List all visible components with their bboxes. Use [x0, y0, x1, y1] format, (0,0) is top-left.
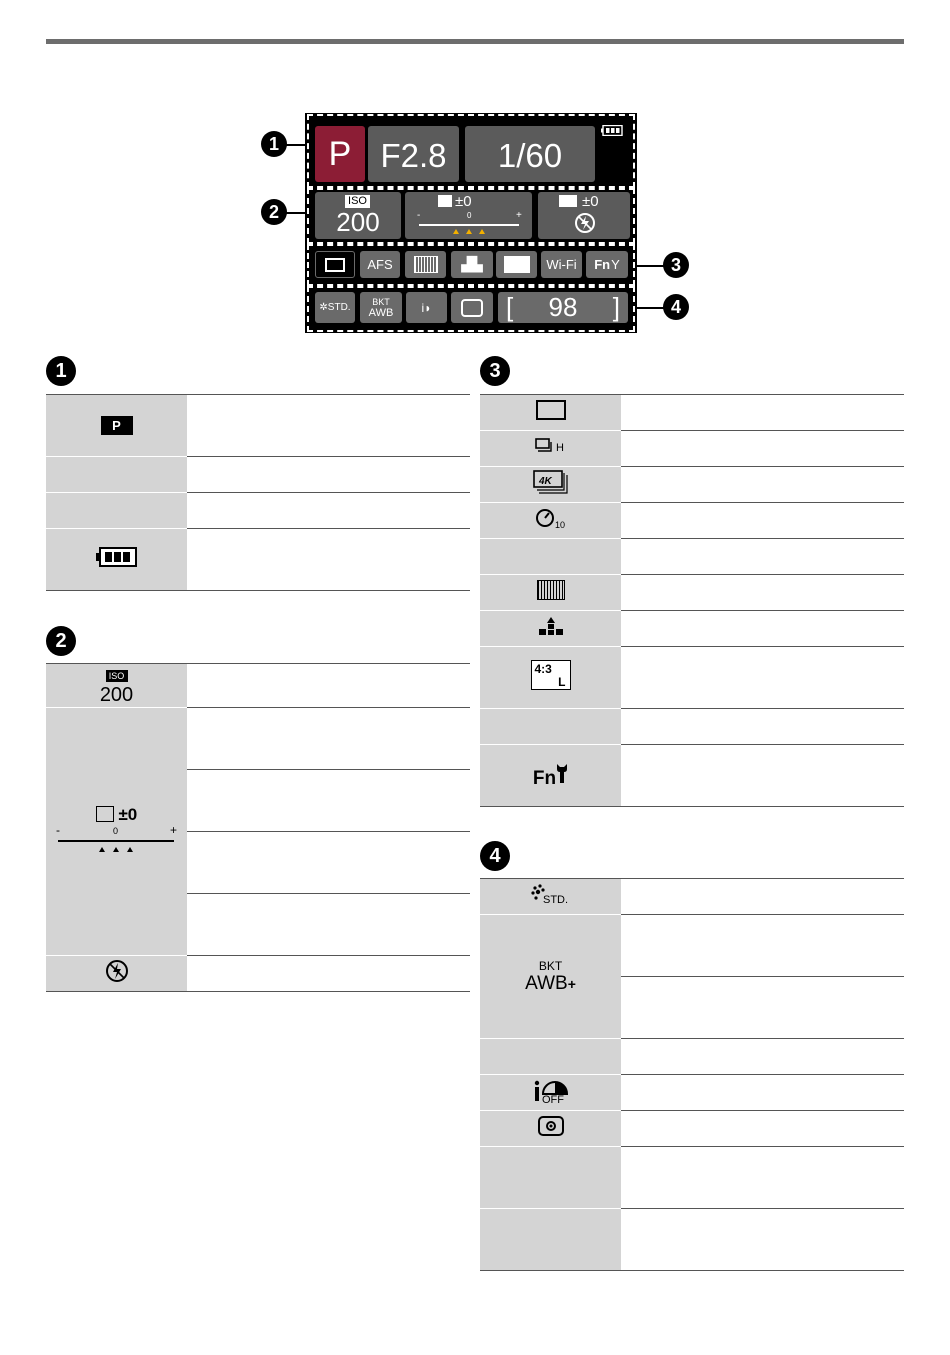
wifi-button[interactable]	[541, 251, 582, 278]
photo-style-std-icon: ✲STD.	[319, 302, 351, 313]
icon-cell	[480, 431, 621, 467]
description-cell	[621, 503, 904, 539]
section-4-table	[480, 878, 904, 1271]
single-shot-icon	[536, 400, 566, 420]
table-row	[480, 539, 904, 575]
focus-mode-label: AFS	[367, 257, 393, 272]
icon-cell	[46, 664, 187, 708]
icon-cell	[46, 493, 187, 529]
icon-cell	[480, 539, 621, 575]
description-cell	[187, 457, 470, 493]
awb-label: AWB	[368, 306, 394, 319]
description-cell	[621, 1039, 904, 1075]
table-row	[46, 664, 470, 708]
control-panel	[305, 113, 637, 333]
table-row	[480, 503, 904, 539]
bkt-label: BKT	[538, 958, 563, 973]
table-row	[480, 1039, 904, 1075]
aspect-button[interactable]	[496, 251, 537, 278]
icon-cell	[480, 575, 621, 611]
description-cell	[621, 647, 904, 709]
self-timer-10-icon	[534, 506, 568, 530]
section-2-number: 2	[46, 626, 76, 656]
description-cell	[187, 832, 470, 894]
description-cell	[621, 745, 904, 807]
callout-1: 1	[261, 131, 287, 157]
svg-text:10: 10	[554, 520, 565, 530]
svg-text:0: 0	[467, 211, 472, 220]
icon-cell	[46, 457, 187, 493]
wifi-label: Wi-Fi	[546, 257, 577, 272]
icon-cell	[480, 1209, 621, 1271]
table-row	[480, 467, 904, 503]
table-row	[46, 708, 470, 770]
table-row	[480, 879, 904, 915]
4k-photo-icon	[533, 469, 569, 495]
section-3-number: 3	[480, 356, 510, 386]
description-cell	[187, 770, 470, 832]
svg-text:0: 0	[112, 826, 118, 836]
section-1-number: 1	[46, 356, 76, 386]
bkt-label: BKT	[372, 296, 390, 307]
picture-size-button[interactable]	[451, 251, 493, 278]
aspect-ratio-label: 4:3	[534, 662, 552, 676]
af-area-button[interactable]	[405, 251, 446, 278]
photo-style-button[interactable]	[315, 292, 355, 323]
drive-mode-button[interactable]	[315, 251, 355, 278]
exposure-scale-icon	[56, 825, 178, 853]
battery-icon	[96, 547, 138, 567]
program-mode-icon: P	[101, 416, 133, 435]
description-cell	[621, 611, 904, 647]
exposure-comp-value: ±0	[455, 193, 472, 210]
svg-text:-: -	[55, 825, 60, 837]
icon-cell	[480, 647, 621, 709]
callout-3-leader	[637, 265, 665, 267]
table-row	[46, 457, 470, 493]
icon-cell	[46, 956, 187, 992]
icon-cell	[46, 529, 187, 591]
description-cell	[621, 431, 904, 467]
iso-tile[interactable]	[315, 192, 401, 239]
photo-style-std-icon	[530, 883, 572, 905]
table-row	[480, 1209, 904, 1271]
remaining-shots-value: 98	[548, 292, 578, 322]
iso-value: 200	[336, 207, 380, 237]
svg-text:-: -	[417, 210, 421, 221]
awb-row	[480, 973, 621, 995]
callout-1-leader	[285, 144, 307, 146]
table-row	[480, 709, 904, 745]
wrench-icon: Y	[611, 257, 620, 272]
icon-cell	[480, 1111, 621, 1147]
flash-off-icon	[574, 212, 596, 234]
fn-button[interactable]	[586, 251, 628, 278]
table-row	[480, 431, 904, 467]
icon-cell	[46, 708, 187, 956]
description-cell	[621, 1147, 904, 1209]
icon-cell	[480, 879, 621, 915]
fn-label: Fn	[594, 257, 611, 272]
fn-label: Fn	[532, 767, 557, 789]
icon-cell	[46, 395, 187, 457]
remaining-shots-tile	[498, 292, 628, 323]
table-row	[480, 1075, 904, 1111]
iso-value: 200	[99, 683, 134, 706]
description-cell	[621, 879, 904, 915]
table-row	[46, 395, 470, 457]
description-cell	[187, 529, 470, 591]
icon-cell	[480, 611, 621, 647]
description-cell	[621, 915, 904, 977]
metering-icon	[461, 299, 483, 317]
description-cell	[187, 956, 470, 992]
mode-tile[interactable]	[315, 126, 365, 182]
icon-cell	[480, 395, 621, 431]
exposure-comp-icon	[96, 806, 114, 822]
flash-off-icon	[105, 959, 129, 983]
table-row	[480, 745, 904, 807]
exposure-comp-value: ±0	[118, 805, 138, 824]
awb-label: AWB	[525, 972, 568, 994]
description-cell	[187, 664, 470, 708]
section-2-table	[46, 663, 470, 992]
table-row	[480, 1111, 904, 1147]
callout-4-leader	[637, 307, 665, 309]
i-dynamic-button[interactable]	[406, 292, 447, 323]
metering-button[interactable]	[451, 292, 493, 323]
table-row	[480, 915, 904, 977]
icon-cell	[480, 467, 621, 503]
aspect-ratio-icon	[504, 256, 530, 273]
table-row	[480, 575, 904, 611]
flash-tile[interactable]	[538, 192, 630, 239]
i-dynamic-off-icon: i◗	[421, 300, 432, 315]
icon-cell	[480, 745, 621, 807]
description-cell	[621, 977, 904, 1039]
iso-icon: ISO	[106, 670, 128, 682]
callout-2: 2	[261, 199, 287, 225]
svg-text:OFF: OFF	[541, 1094, 564, 1104]
svg-text:4K: 4K	[538, 476, 552, 487]
icon-cell	[480, 915, 621, 1039]
aspect-ratio-icon	[531, 660, 571, 690]
table-row	[480, 1147, 904, 1209]
description-cell	[187, 395, 470, 457]
af-area-icon	[537, 580, 565, 600]
exposure-comp-row	[46, 805, 187, 825]
burst-high-icon	[534, 437, 568, 455]
description-cell	[187, 708, 470, 770]
table-row	[46, 956, 470, 992]
table-row	[46, 493, 470, 529]
table-row	[480, 395, 904, 431]
svg-text:+: +	[516, 210, 522, 221]
quality-icon	[536, 615, 566, 637]
picture-size-label: L	[558, 675, 566, 689]
section-4-number: 4	[480, 841, 510, 871]
flash-comp-icon	[559, 195, 577, 207]
aperture-tile[interactable]	[368, 126, 459, 182]
exposure-scale-icon	[415, 210, 525, 236]
settings-row-2	[305, 289, 637, 329]
settings-row	[305, 246, 637, 284]
section-1-table	[46, 394, 470, 591]
wrench-icon	[556, 762, 568, 784]
bracket-right: ]	[612, 292, 620, 322]
description-cell	[621, 709, 904, 745]
bracket-left: [	[506, 292, 514, 322]
aperture-value: F2.8	[380, 137, 447, 174]
metering-icon	[537, 1115, 565, 1137]
top-rule	[46, 39, 904, 44]
description-cell	[621, 395, 904, 431]
single-shot-icon	[325, 258, 345, 272]
section-3-table	[480, 394, 904, 807]
icon-cell	[480, 1075, 621, 1111]
callout-4: 4	[663, 294, 689, 320]
exposure-comp-icon	[438, 195, 452, 207]
table-row	[46, 529, 470, 591]
i-dynamic-off-icon	[532, 1076, 570, 1104]
description-cell	[621, 1209, 904, 1271]
plus-icon: +	[567, 975, 576, 992]
svg-text:H: H	[555, 442, 564, 454]
description-cell	[621, 575, 904, 611]
callout-2-leader	[285, 212, 307, 214]
shutter-tile[interactable]	[465, 126, 595, 182]
iso-label: ISO	[345, 195, 370, 208]
flash-comp-value: ±0	[582, 193, 599, 210]
svg-text:+: +	[169, 825, 177, 837]
description-cell	[187, 894, 470, 956]
description-cell	[621, 467, 904, 503]
icon-cell	[480, 1147, 621, 1209]
description-cell	[621, 1111, 904, 1147]
mode-label: P	[328, 135, 352, 173]
table-row	[480, 611, 904, 647]
icon-cell	[480, 709, 621, 745]
icon-cell	[480, 503, 621, 539]
af-area-icon	[415, 257, 437, 272]
svg-text:STD.: STD.	[542, 894, 568, 905]
table-row	[480, 647, 904, 709]
callout-3: 3	[663, 252, 689, 278]
shutter-value: 1/60	[497, 137, 563, 174]
bracket-button[interactable]	[360, 292, 402, 323]
description-cell	[621, 1075, 904, 1111]
quality-icon: ▟▙	[461, 256, 483, 272]
description-cell	[621, 539, 904, 575]
battery-icon	[601, 123, 623, 141]
description-cell	[187, 493, 470, 529]
exposure-tile[interactable]	[405, 192, 532, 239]
icon-cell	[480, 1039, 621, 1075]
focus-mode-button[interactable]	[360, 251, 400, 278]
